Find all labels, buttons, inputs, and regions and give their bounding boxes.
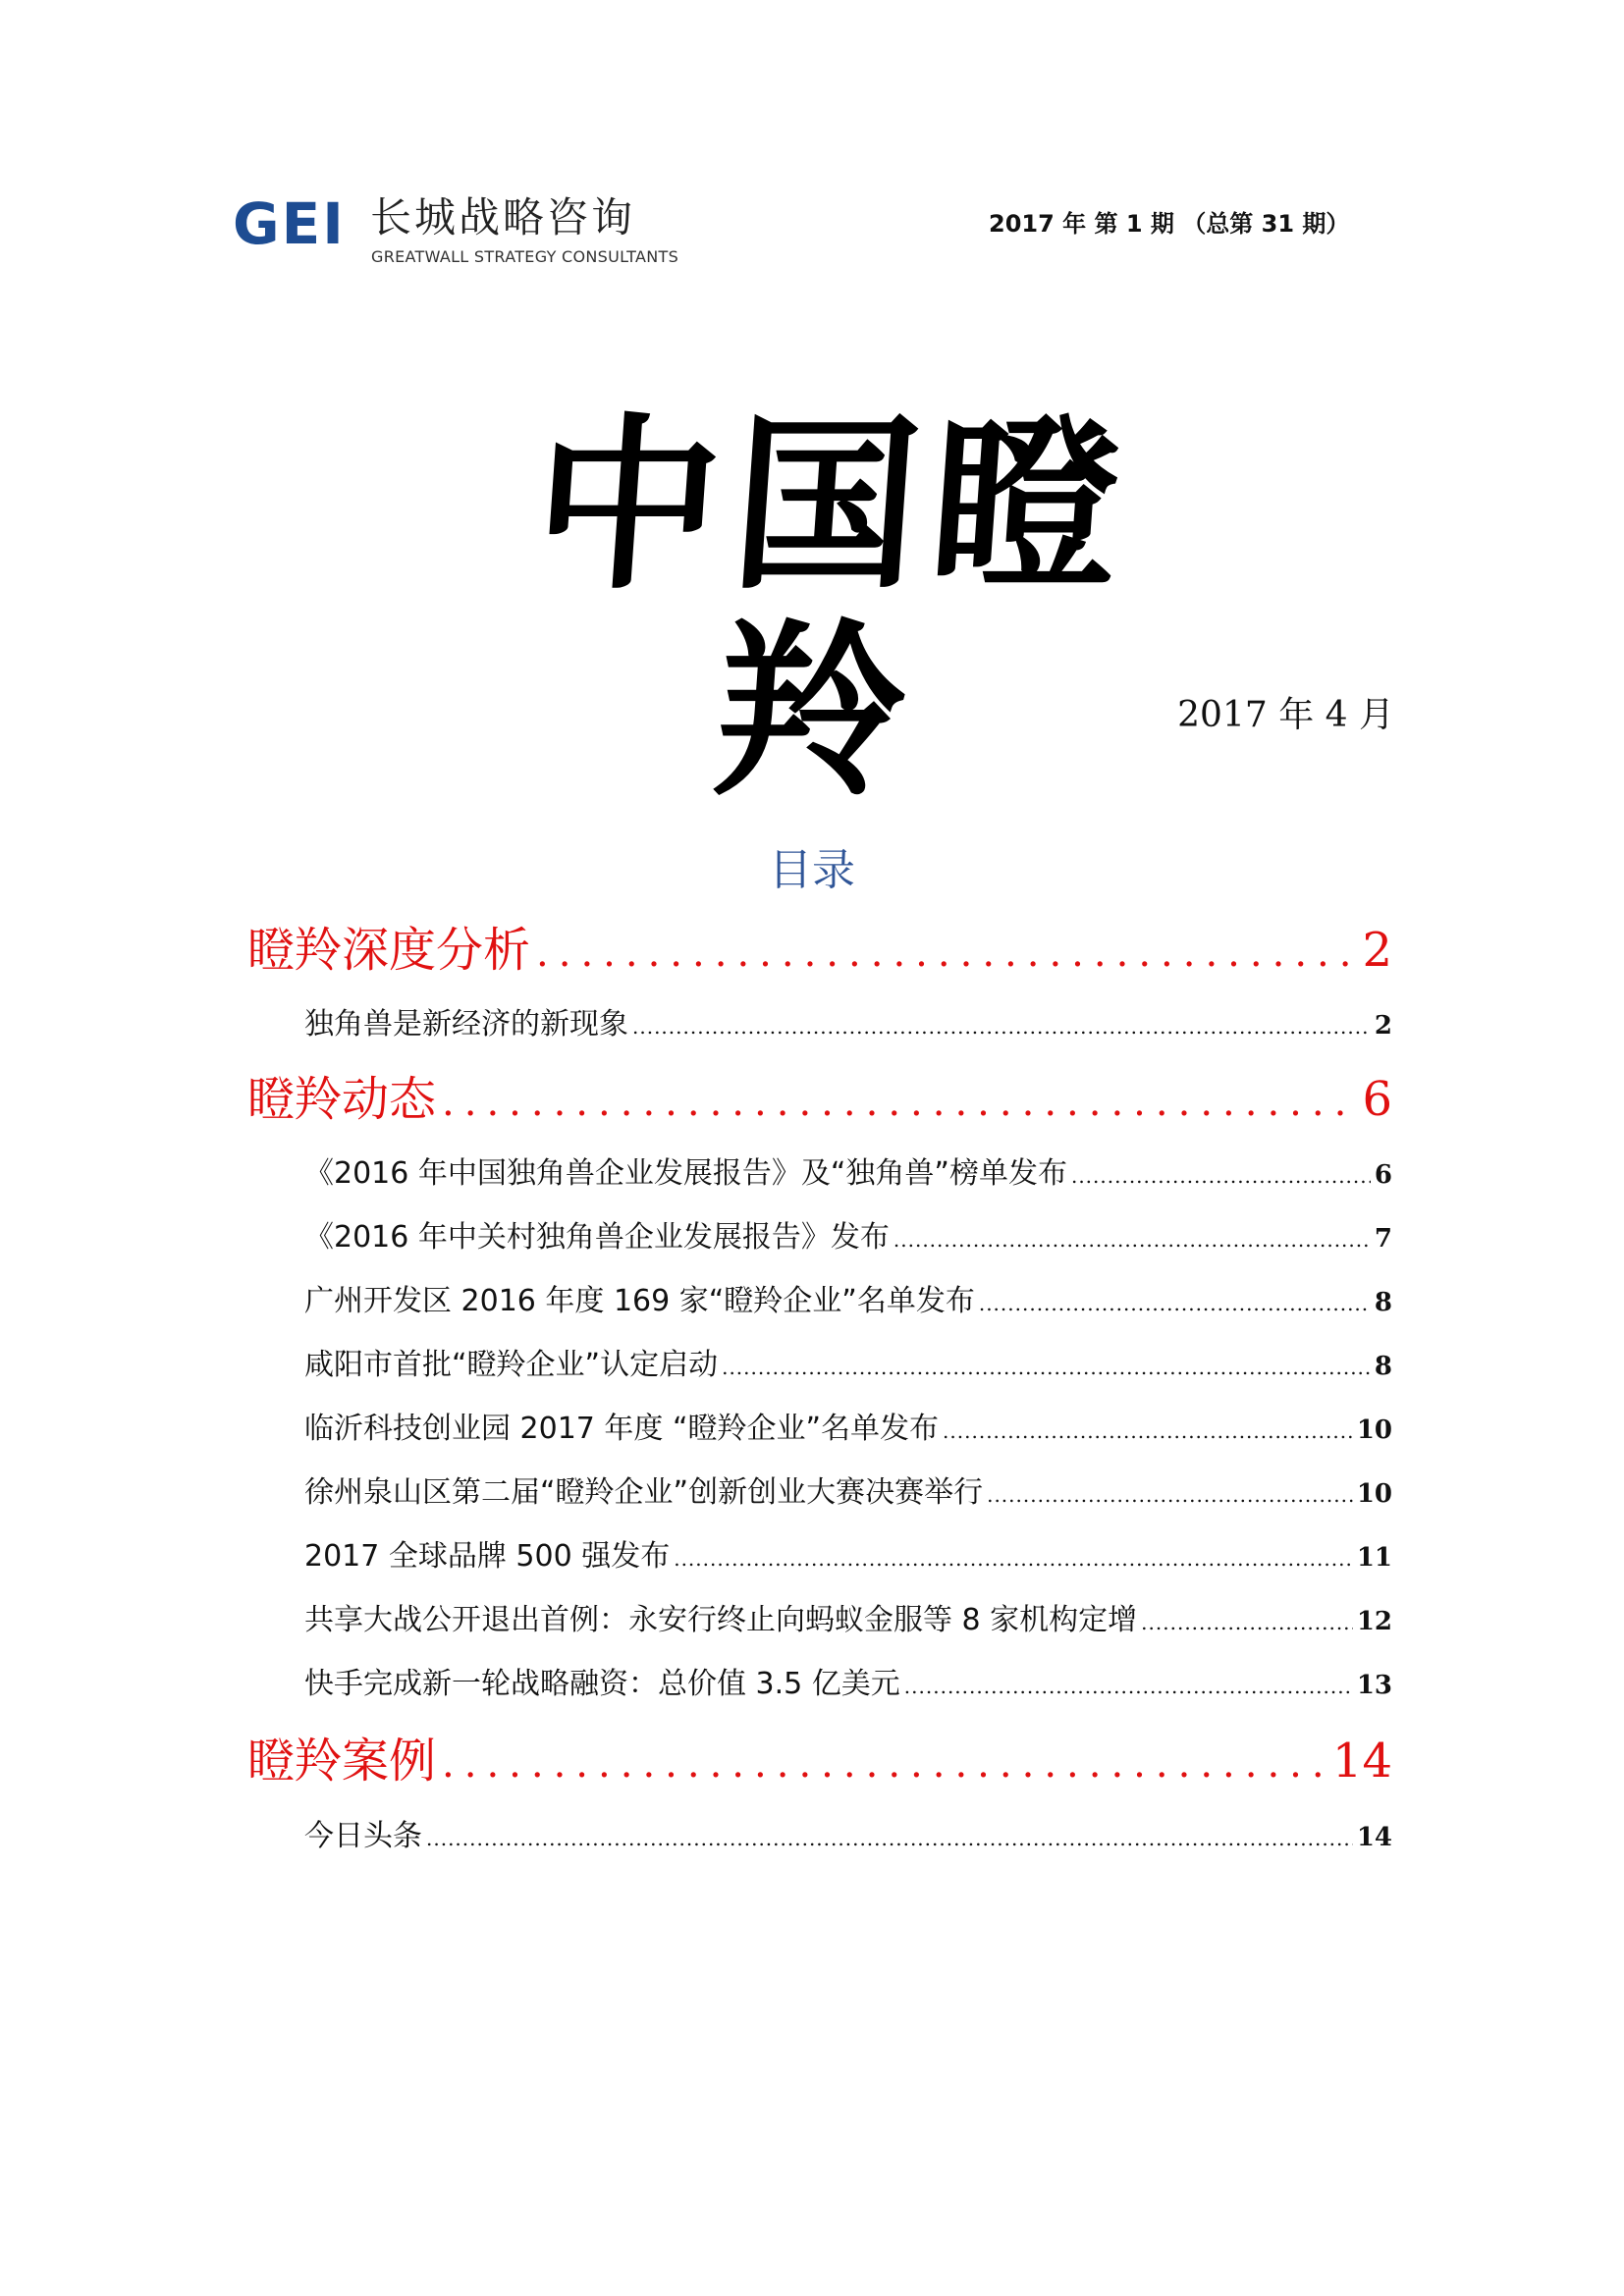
toc-entry[interactable] — [304, 1665, 1392, 1706]
publication-title: 中国瞪羚 — [526, 396, 1138, 821]
toc-entry[interactable] — [304, 1537, 1392, 1578]
toc-entry-title: 咸阳市首批“瞪羚企业”认定启动 — [304, 1348, 719, 1382]
dot-leader — [722, 1348, 1371, 1387]
toc-section-page: 2 — [1362, 923, 1392, 978]
dot-leader — [987, 1475, 1353, 1515]
toc-entry-page: 12 — [1356, 1607, 1392, 1636]
toc-entry[interactable] — [304, 1005, 1392, 1046]
toc-entry[interactable] — [304, 1410, 1392, 1451]
toc-entry[interactable] — [304, 1218, 1392, 1259]
toc-entry-page: 10 — [1356, 1479, 1392, 1509]
dot-leader — [442, 1735, 1326, 1793]
toc-entry-page: 2 — [1374, 1011, 1392, 1041]
toc-entry-page: 6 — [1374, 1160, 1392, 1190]
toc-entry-title: 《2016 年中关村独角兽企业发展报告》发布 — [304, 1220, 890, 1255]
toc-entry-page: 10 — [1356, 1415, 1392, 1445]
toc-entry[interactable] — [304, 1473, 1392, 1515]
toc-entry-title: 今日头条 — [304, 1819, 422, 1853]
toc-section-title: 瞪羚深度分析 — [247, 923, 531, 978]
publication-date: 2017 年 4 月 — [1177, 695, 1394, 735]
dot-leader — [536, 924, 1356, 983]
toc-section[interactable] — [247, 1070, 1392, 1132]
toc-entry[interactable] — [304, 1282, 1392, 1323]
toc-section-title: 瞪羚案例 — [247, 1734, 437, 1789]
dot-leader — [426, 1819, 1353, 1858]
toc-entry[interactable] — [304, 1601, 1392, 1642]
toc-entry-title: 共享大战公开退出首例：永安行终止向蚂蚁金服等 8 家机构定增 — [304, 1603, 1138, 1637]
toc-section-page: 14 — [1331, 1734, 1392, 1789]
toc-entry-title: 广州开发区 2016 年度 169 家“瞪羚企业”名单发布 — [304, 1284, 975, 1318]
toc-entry-title: 《2016 年中国独角兽企业发展报告》及“独角兽”榜单发布 — [304, 1156, 1067, 1191]
toc-section[interactable] — [247, 1732, 1392, 1793]
dot-leader — [943, 1412, 1353, 1451]
toc-entry-title: 徐州泉山区第二届“瞪羚企业”创新创业大赛决赛举行 — [304, 1475, 984, 1510]
toc-entry-page: 13 — [1356, 1671, 1392, 1700]
dot-leader — [1071, 1156, 1371, 1196]
dot-leader — [442, 1073, 1356, 1132]
toc-entry[interactable] — [304, 1817, 1392, 1858]
dot-leader — [1141, 1603, 1353, 1642]
logo-chinese-name: 长城战略咨询 — [370, 193, 636, 241]
toc-heading: 目录 — [769, 845, 855, 895]
toc-section-page: 6 — [1362, 1072, 1392, 1127]
toc-entry-title: 临沂科技创业园 2017 年度 “瞪羚企业”名单发布 — [304, 1412, 940, 1446]
toc-entry-title: 2017 全球品牌 500 强发布 — [304, 1539, 671, 1574]
toc-entry-title: 快手完成新一轮战略融资：总价值 3.5 亿美元 — [304, 1667, 900, 1701]
company-logo — [233, 190, 704, 273]
dot-leader — [904, 1667, 1353, 1706]
toc-entry-page: 11 — [1356, 1543, 1392, 1573]
toc-entry-page: 8 — [1374, 1288, 1392, 1317]
toc-entry-title: 独角兽是新经济的新现象 — [304, 1007, 628, 1041]
dot-leader — [893, 1220, 1371, 1259]
toc-entry-page: 14 — [1356, 1823, 1392, 1852]
dot-leader — [979, 1284, 1371, 1323]
toc-entry[interactable] — [304, 1154, 1392, 1196]
dot-leader — [674, 1539, 1353, 1578]
issue-number: 2017 年 第 1 期 （总第 31 期） — [989, 210, 1350, 238]
toc-section-title: 瞪羚动态 — [247, 1072, 437, 1127]
toc-section[interactable] — [247, 921, 1392, 983]
logo-english-name: GREATWALL STRATEGY CONSULTANTS — [371, 247, 679, 266]
toc-entry[interactable] — [304, 1346, 1392, 1387]
logo-mark: GEI — [233, 190, 346, 257]
toc-entry-page: 8 — [1374, 1352, 1392, 1381]
dot-leader — [632, 1007, 1371, 1046]
toc-entry-page: 7 — [1374, 1224, 1392, 1254]
